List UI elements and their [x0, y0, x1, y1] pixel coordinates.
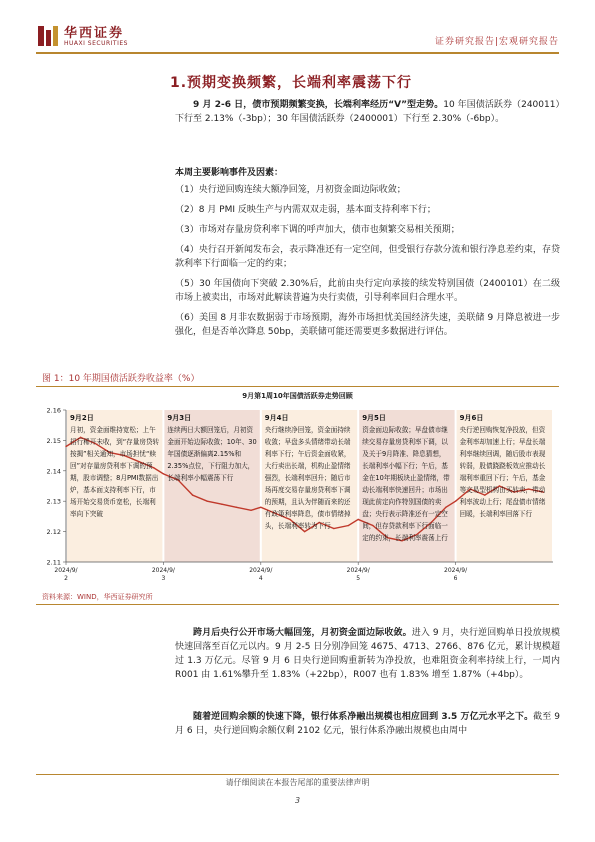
- page-number: 3: [294, 796, 301, 805]
- annotation-text: 连续两日大额回笼后，月初资金面开始边际收敛；10年、30年国债逐渐偏离2.15%和2.35%点位，下行阻力加大，长端利率小幅震荡下行: [167, 426, 257, 482]
- source-divider: [36, 604, 559, 605]
- liquidity-lead: 跨月后央行公开市场大幅回笼，月初资金面边际收敛。: [193, 628, 412, 638]
- y-tick-label: 2.16: [46, 406, 61, 415]
- intro-paragraph: [175, 98, 560, 126]
- brand-name-en: HUAXI SECURITIES: [64, 40, 128, 47]
- header-divider: [36, 52, 559, 54]
- day-annotation: [165, 412, 258, 560]
- annotation-date: 9月6日: [459, 414, 484, 422]
- chart-title: 9月第1周10年国债活跃券走势回顾: [242, 392, 353, 400]
- annotation-date: 9月4日: [264, 414, 289, 422]
- annotation-text: 资金面边际收敛；早盘债市继续交易存量房贷利率下调，以及关于9月降准、降息猜想，长端利率小幅下行；午后，基金在10年期板块止盈情绪，带动长端利率快速回升；市场出现此前定向作特别国债的卖盘；央行表示降准还有一定空间，但存贷款利率下行面临一定的约束，长端利率震荡上行: [362, 426, 450, 542]
- annotation-date: 9月5日: [362, 414, 386, 422]
- liquidity-paragraph: [175, 626, 560, 682]
- annotation-text: 月初，资金面维持宽松；上午招行稀开未收，到“存量房贷转按揭”相关通知，市场担忧“赎回”对存量房贷利率下调的预期，股市调整；8月PMI数据出炉，基本面支持利率下行，市场开始交易货币宽松，长端利率向下突破: [70, 426, 160, 518]
- intro-lead: 9 月 2-6 日，债市预期频繁变换，长端利率经历“V”型走势。: [193, 100, 444, 110]
- yield-point: [260, 507, 261, 508]
- day-annotation: [458, 412, 551, 560]
- footer-disclaimer: 请仔细阅读在本报告尾部的重要法律声明: [225, 778, 370, 787]
- y-tick-label: 2.12: [46, 528, 61, 537]
- figure-caption: 图 1：10 年期国债活跃券收益率（%）: [42, 374, 200, 384]
- factor-item: （4）央行召开新闻发布会，表示降准还有一定空间，但受银行存款分流和银行净息差约束，存贷款利率下行面临一定的约束；: [175, 245, 560, 269]
- reverse-repo-lead: 随着逆回购余额的快速下降，银行体系净融出规模也相应回到 3.5 万亿元水平之下。: [193, 712, 534, 722]
- reverse-repo-paragraph: [175, 710, 560, 738]
- factors-block: [175, 166, 560, 339]
- factor-item: （2）8 月 PMI 反映生产与内需双双走弱，基本面支持利率下行；: [175, 205, 436, 215]
- x-tick-label-day: 2: [64, 575, 68, 582]
- annotation-date: 9月2日: [70, 414, 94, 422]
- x-tick-label-day: 5: [356, 575, 361, 582]
- footer-divider: [36, 774, 559, 775]
- intro-rest: 10 年国债活跃券（240011）下行至 2.13%（-3bp）；30 年国债活跃券（2400001）下行至 2.30%（-6bp）。: [175, 100, 561, 124]
- report-type: 证券研究报告|宏观研究报告: [434, 37, 559, 47]
- yield-point: [455, 501, 456, 502]
- x-tick-label-day: 3: [161, 575, 166, 582]
- x-tick-label: 2024/9/: [249, 567, 273, 574]
- factor-item: （3）市场对存量房贷利率下调的呼声加大，债市也频繁交易相关预期；: [175, 225, 460, 235]
- y-tick-label: 2.11: [46, 558, 61, 567]
- day-annotation: [68, 412, 161, 560]
- y-tick-label: 2.14: [46, 467, 61, 476]
- figure-source: 资料来源：WIND，华西证券研究所: [42, 593, 153, 601]
- day-annotation: [263, 412, 356, 560]
- yield-point: [163, 473, 164, 474]
- x-tick-label-day: 4: [258, 575, 263, 582]
- annotation-date: 9月3日: [167, 414, 192, 422]
- x-tick-label: 2024/9/: [151, 567, 175, 574]
- figure-caption-divider: [36, 386, 559, 387]
- annotation-text: 央行逆回购恢复净投放，但资金利率却加速上行；早盘长端利率继续回调，随后股市表现转弱，股债跷跷板效应推动长端利率重回下行；午后，基金等交易型机构由买转卖，带动利率波动上行；尾盘债市情绪回暖，长端利率回落下行: [459, 426, 546, 518]
- x-tick-label: 2024/9/: [444, 567, 468, 574]
- x-tick-label: 2024/9/: [346, 567, 370, 574]
- x-tick-label: 2024/9/: [54, 567, 78, 574]
- yield-point: [358, 519, 359, 520]
- yield-point: [65, 446, 66, 447]
- reverse-repo-rest: 截至 9 月 6 日，央行逆回购余额仅剩 2102 亿元，银行体系净融出规模也由周中: [175, 712, 560, 736]
- factor-item: （5）30 年国债向下突破 2.30%后，此前由央行定向承接的续发特别国债（2400101）在二级市场上被卖出，市场对此解读普遍为央行卖债，引导利率回归合理水平。: [175, 279, 560, 303]
- factor-item: （1）央行逆回购连续大额净回笼，月初资金面边际收敛；: [175, 185, 406, 195]
- section-title: 1.预期变换频繁，长端利率震荡下行: [170, 75, 413, 91]
- factor-item: （6）美国 8 月非农数据弱于市场预期，海外市场担忧美国经济失速，美联储 9 月降息被进一步强化，但是否单次降息 50bp，美联储可能还需要更多数据进行评估。: [175, 313, 560, 337]
- factors-title: 本周主要影响事件及因素：: [175, 168, 284, 178]
- liquidity-rest: 进入 9 月，央行逆回购单日投放规模快速回落至百亿元以内。9 月 2-5 日分别净回笼 4675、4713、2766、876 亿元，累计规模超过 1.3 万亿元。尽管 9 月 6 日央行逆回购重新转为净投放，也难阻资金利率持续上行，一周内 R001 由 1.61%攀升至 1.83%（+22bp），R007 也有 1.83% 增至 1.87%（+4bp）。: [175, 628, 560, 680]
- brand-logo-icon: [36, 24, 60, 48]
- y-tick-label: 2.13: [46, 497, 61, 506]
- x-tick-label-day: 6: [453, 575, 458, 582]
- annotation-text: 央行继续净回笼，资金面持续收敛；早盘多头情绪带动长端利率下行；午后资金面收紧，大行卖出长端，机构止盈情绪强烈，长端利率回升；随后市场再度交易存量房贷利率下调的预期，且认为伴随而来的还有政策利率降息，债市情绪掉头，长端利率转为下行: [264, 426, 351, 530]
- day-annotation: [360, 412, 453, 560]
- brand-name: 华西证券: [64, 26, 125, 41]
- y-tick-label: 2.15: [46, 436, 61, 445]
